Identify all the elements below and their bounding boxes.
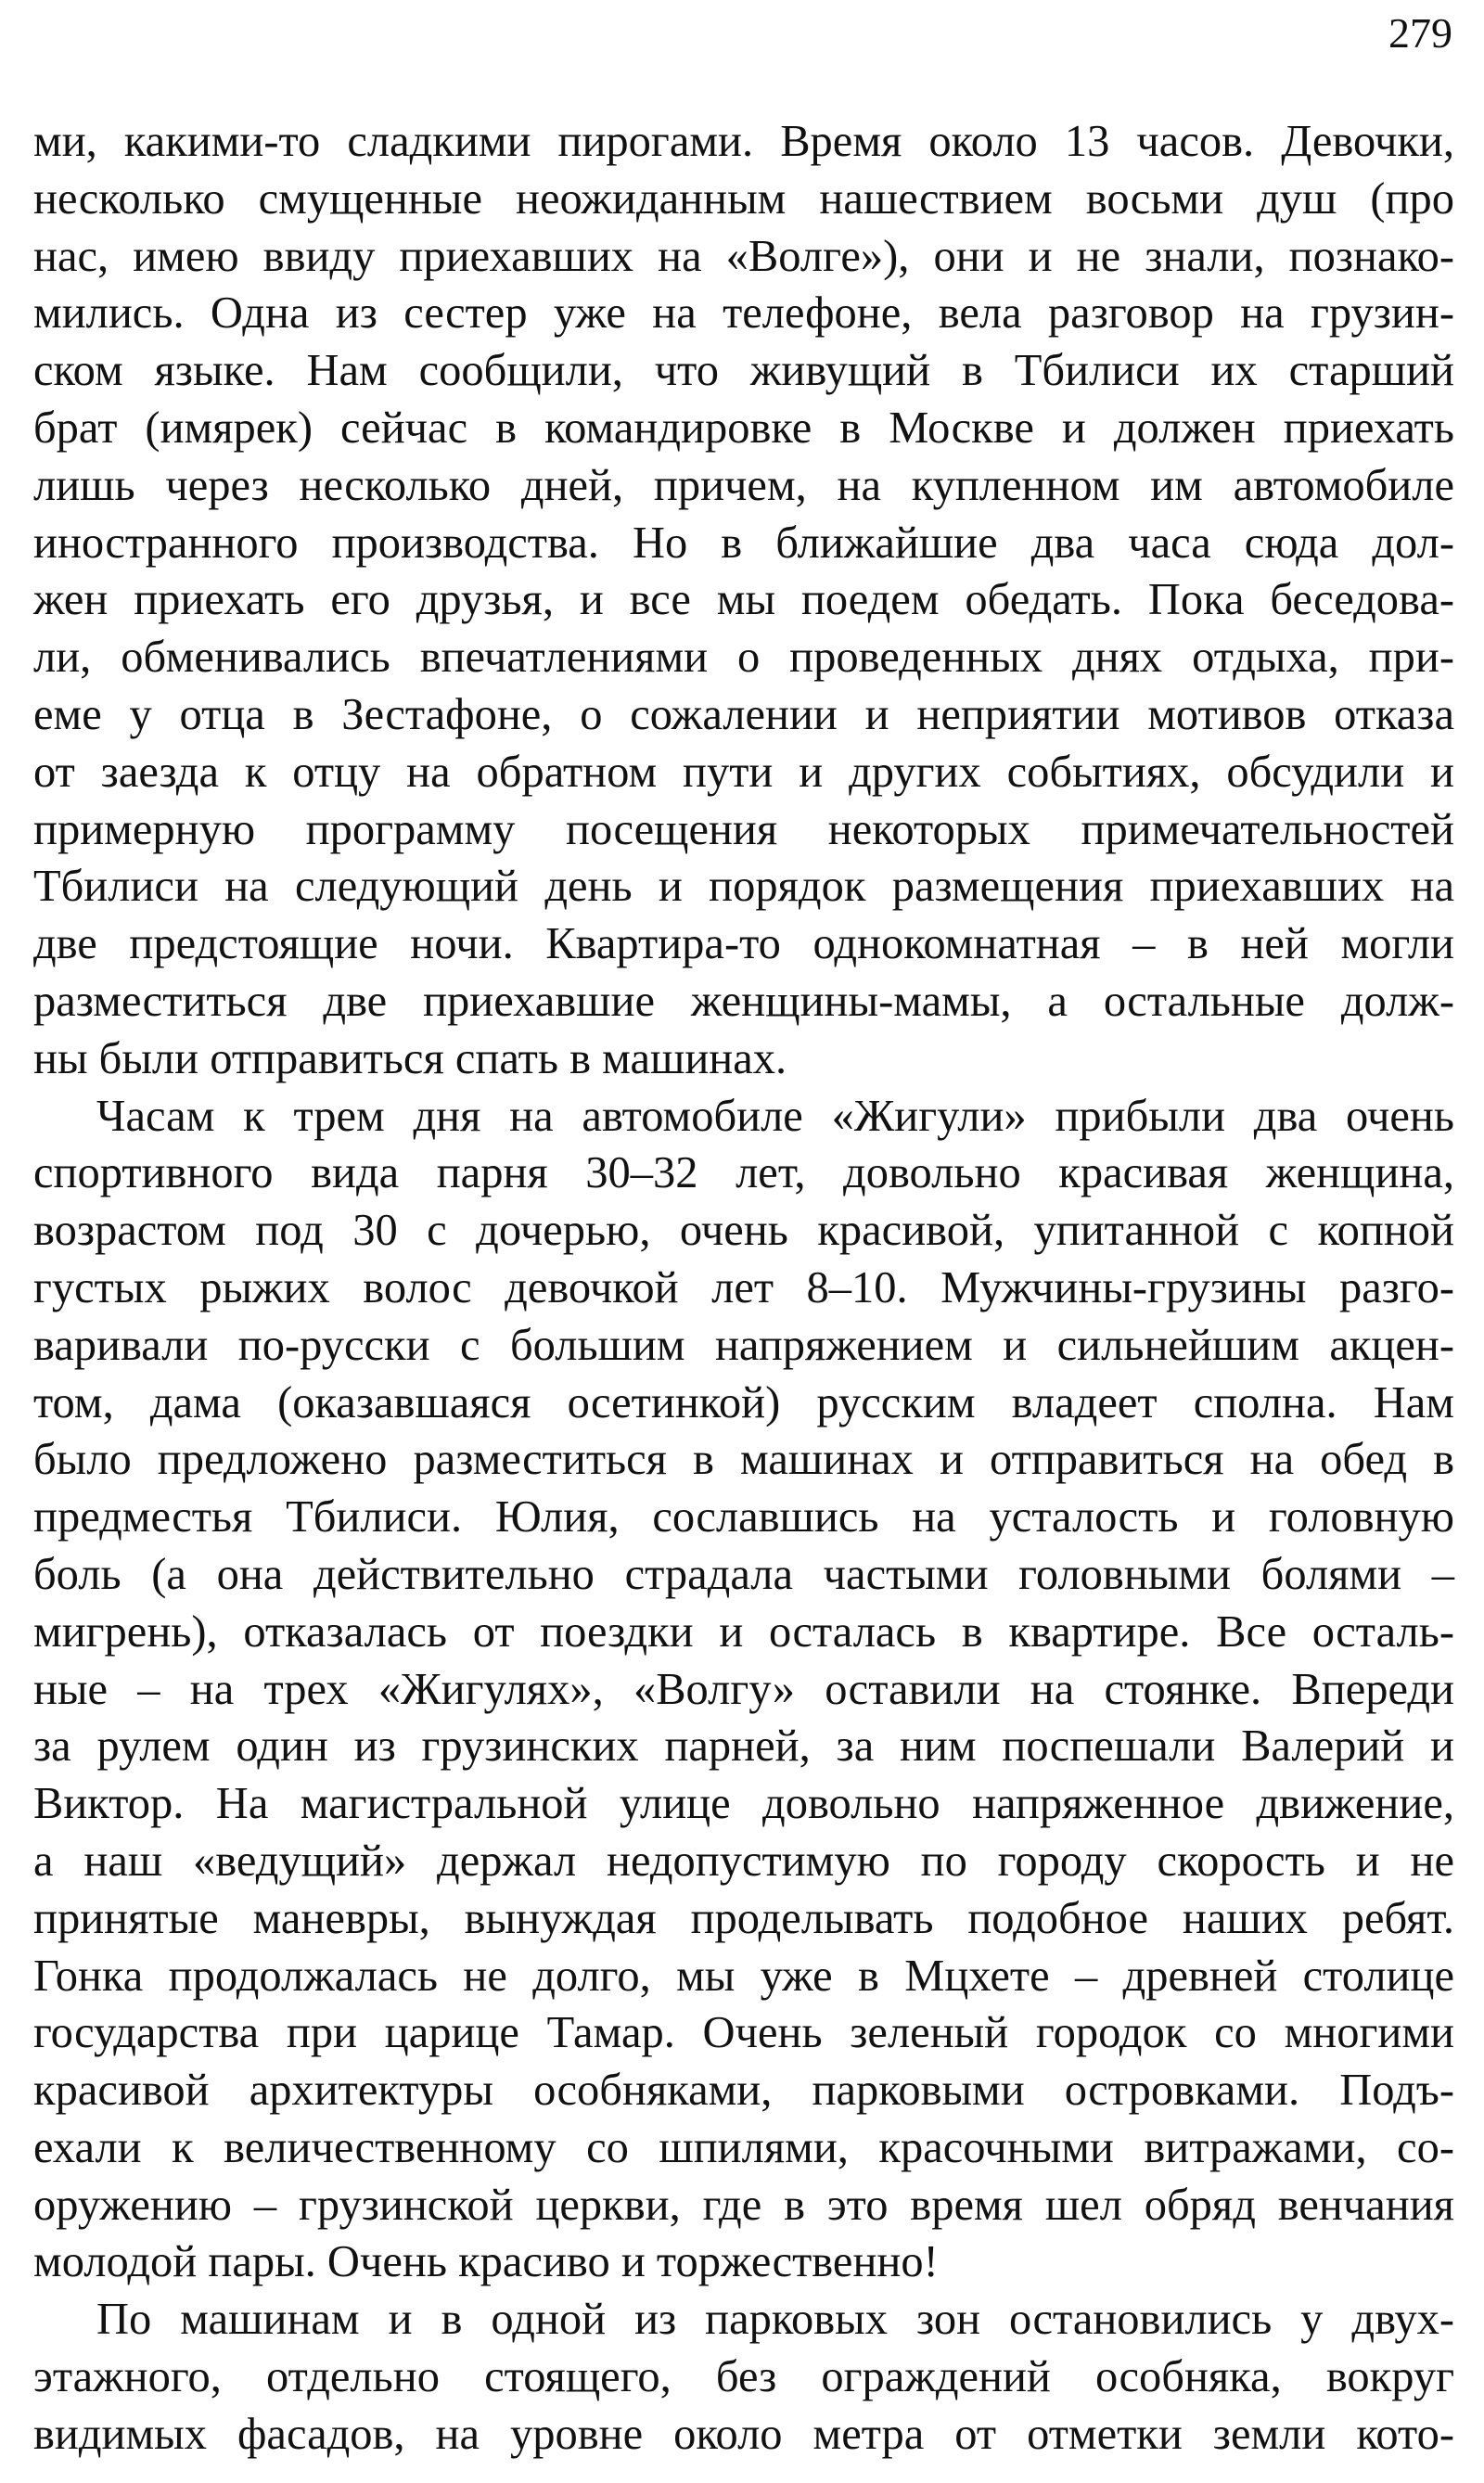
text-line: ехали к величественному со шпилями, красочными витражами, со- <box>33 2122 1454 2172</box>
text-line: разместиться две приехавшие женщины-мамы, а остальные долж- <box>33 976 1454 1026</box>
text-line: По машинам и в одной из парковых зон остановились у двух- <box>96 2295 1454 2345</box>
paragraph-3 <box>33 2291 1454 2463</box>
text-line: две предстоящие ночи. Квартира-то однокомнатная – в ней могли <box>33 919 1454 969</box>
text-line: предместья Тбилиси. Юлия, сославшись на усталость и головную <box>33 1492 1454 1542</box>
text-line: ми, какими-то сладкими пирогами. Время около 13 часов. Девочки, <box>33 117 1454 166</box>
text-line: примерную программу посещения некоторых примечательностей <box>33 804 1454 854</box>
text-line: ны были отправиться спать в машинах. <box>33 1033 787 1083</box>
text-line: было предложено разместиться в машинах и отправиться на обед в <box>33 1435 1454 1485</box>
text-line: мигрень), отказалась от поездки и осталась в квартире. Все осталь- <box>33 1606 1454 1657</box>
text-line: спортивного вида парня 30–32 лет, довольно красивая женщина, <box>33 1148 1454 1198</box>
text-line: от заезда к отцу на обратном пути и других событиях, обсудили и <box>33 747 1454 797</box>
text-line: молодой пары. Очень красиво и торжественно! <box>33 2237 939 2287</box>
text-line: возрастом под 30 с дочерью, очень красивой, упитанной с копной <box>33 1206 1454 1256</box>
text-line: ли, обменивались впечатлениями о проведенных днях отдыха, при- <box>33 633 1454 683</box>
text-line: Гонка продолжалась не долго, мы уже в Мцхете – древней столице <box>33 1951 1454 2001</box>
page-number: 279 <box>1388 9 1452 57</box>
text-line: варивали по-русски с большим напряжением и сильнейшим акцен- <box>33 1320 1454 1370</box>
text-line: оружению – грузинской церкви, где в это время шел обряд венчания <box>33 2180 1454 2230</box>
text-line: лишь через несколько дней, причем, на купленном им автомобиле <box>33 460 1454 510</box>
text-line: красивой архитектуры особняками, парковыми островками. Подъ- <box>33 2066 1454 2116</box>
text-line: несколько смущенные неожиданным нашествием восьми душ (про <box>33 173 1454 224</box>
text-line: еме у отца в Зестафоне, о сожалении и неприятии мотивов отказа <box>33 689 1454 739</box>
text-line: мились. Одна из сестер уже на телефоне, вела разговор на грузин- <box>33 288 1454 339</box>
body-text <box>33 113 1454 2464</box>
text-line: этажного, отдельно стоящего, без ограждений особняка, вокруг <box>33 2352 1454 2402</box>
text-line: государства при царице Тамар. Очень зеленый городок со многими <box>33 2008 1454 2058</box>
text-line: том, дама (оказавшаяся осетинкой) русским владеет сполна. Нам <box>33 1377 1454 1427</box>
paragraph-1 <box>33 113 1454 1088</box>
text-line: Часам к трем дня на автомобиле «Жигули» прибыли два очень <box>96 1091 1454 1141</box>
text-line: ском языке. Нам сообщили, что живущий в Тбилиси их старший <box>33 346 1454 396</box>
text-line: видимых фасадов, на уровне около метра от отметки земли кото- <box>33 2409 1454 2459</box>
text-line: нас, имею ввиду приехавших на «Волге»), они и не знали, познако- <box>33 231 1454 281</box>
text-line: а наш «ведущий» держал недопустимую по городу скорость и не <box>33 1836 1454 1886</box>
paragraph-2 <box>33 1088 1454 2292</box>
text-line: за рулем один из грузинских парней, за ним поспешали Валерий и <box>33 1721 1454 1772</box>
text-line: густых рыжих волос девочкой лет 8–10. Мужчины-грузины разго- <box>33 1262 1454 1312</box>
text-line: боль (а она действительно страдала частыми головными болями – <box>33 1549 1454 1599</box>
text-line: Тбилиси на следующий день и порядок размещения приехавших на <box>33 862 1454 912</box>
text-line: брат (имярек) сейчас в командировке в Москве и должен приехать <box>33 403 1454 453</box>
text-line: жен приехать его друзья, и все мы поедем обедать. Пока беседова- <box>33 575 1454 625</box>
text-line: Виктор. На магистральной улице довольно напряженное движение, <box>33 1779 1454 1829</box>
text-line: ные – на трех «Жигулях», «Волгу» оставили на стоянке. Впереди <box>33 1664 1454 1714</box>
text-line: принятые маневры, вынуждая проделывать подобное наших ребят. <box>33 1893 1454 1943</box>
text-line: иностранного производства. Но в ближайшие два часа сюда дол- <box>33 518 1454 568</box>
